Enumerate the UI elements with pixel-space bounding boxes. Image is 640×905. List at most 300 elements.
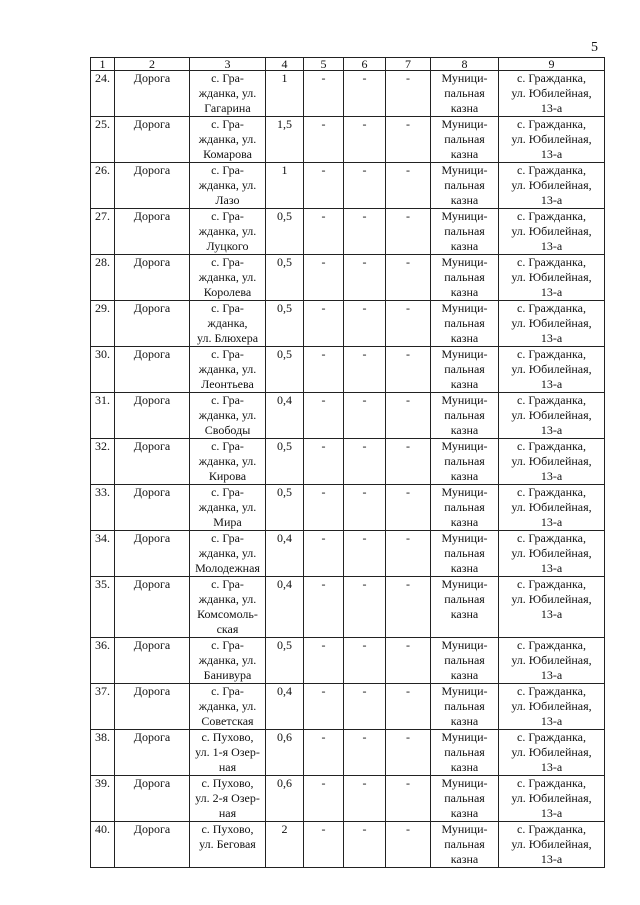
holder-location: с. Гражданка, ул. Юбилейная, 13-а: [511, 730, 592, 774]
row-number-cell: [91, 730, 115, 776]
col-7-cell: [386, 531, 431, 577]
row-number-cell: [91, 684, 115, 730]
row-number-cell: [91, 163, 115, 209]
col-5-cell: [304, 577, 344, 638]
object-type-cell: [115, 209, 190, 255]
holder-location: с. Гражданка, ул. Юбилейная, 13-а: [511, 577, 592, 621]
object-address-cell: [190, 301, 266, 347]
col-5: -: [321, 255, 326, 269]
row-number: 29.: [95, 301, 110, 315]
holder-location: с. Гражданка, ул. Юбилейная, 13-а: [511, 163, 592, 207]
object-address: с. Гра- жданка, ул. Королева: [198, 255, 257, 299]
row-number: 28.: [95, 255, 110, 269]
col-5: -: [321, 301, 326, 315]
col-7-cell: [386, 301, 431, 347]
table-row: [91, 347, 605, 393]
holder-location: с. Гражданка, ул. Юбилейная, 13-а: [511, 71, 592, 115]
holder-location: с. Гражданка, ул. Юбилейная, 13-а: [511, 822, 592, 866]
object-type-cell: [115, 577, 190, 638]
row-number-cell: [91, 255, 115, 301]
col-5-cell: [304, 822, 344, 868]
col-7: -: [406, 393, 410, 407]
object-address: с. Гра- жданка, ул. Банивура: [198, 638, 257, 682]
owner: Муници- пальная казна: [441, 301, 488, 345]
col-6: -: [362, 347, 367, 361]
row-number: 38.: [95, 730, 110, 744]
owner: Муници- пальная казна: [441, 776, 488, 820]
row-number: 34.: [95, 531, 110, 545]
table-row: [91, 638, 605, 684]
object-address-cell: [190, 255, 266, 301]
col-5-cell: [304, 71, 344, 117]
owner-cell: [431, 638, 499, 684]
road-length-cell: [266, 776, 304, 822]
object-type: Дорога: [133, 776, 171, 790]
object-address-cell: [190, 730, 266, 776]
property-registry-table: [90, 57, 605, 868]
col-5-cell: [304, 638, 344, 684]
owner-cell: [431, 776, 499, 822]
col-7-cell: [386, 117, 431, 163]
road-length-cell: [266, 163, 304, 209]
row-number: 40.: [95, 822, 110, 836]
table-row: [91, 531, 605, 577]
object-address-cell: [190, 347, 266, 393]
col-6: -: [362, 730, 367, 744]
col-6: -: [362, 822, 367, 836]
col-6: -: [362, 439, 367, 453]
owner-cell: [431, 255, 499, 301]
table-row: [91, 255, 605, 301]
holder-location: с. Гражданка, ул. Юбилейная, 13-а: [511, 209, 592, 253]
holder-location: с. Гражданка, ул. Юбилейная, 13-а: [511, 776, 592, 820]
col-5: -: [321, 439, 326, 453]
col-6: -: [362, 684, 367, 698]
header-cell: 4: [266, 58, 304, 71]
object-address: с. Гра- жданка, ул. Комарова: [198, 117, 257, 161]
holder-location-cell: [499, 71, 605, 117]
row-number: 33.: [95, 485, 110, 499]
holder-location-cell: [499, 638, 605, 684]
road-length-cell: [266, 439, 304, 485]
col-6: -: [362, 117, 367, 131]
row-number: 24.: [95, 71, 110, 85]
object-address-cell: [190, 684, 266, 730]
col-6-cell: [344, 577, 386, 638]
holder-location: с. Гражданка, ул. Юбилейная, 13-а: [511, 393, 592, 437]
object-type: Дорога: [133, 301, 171, 315]
holder-location: с. Гражданка, ул. Юбилейная, 13-а: [511, 301, 592, 345]
object-address: с. Гра- жданка, ул. Свободы: [198, 393, 257, 437]
col-7-cell: [386, 638, 431, 684]
col-5-cell: [304, 255, 344, 301]
row-number-cell: [91, 439, 115, 485]
col-7-cell: [386, 577, 431, 638]
col-7: -: [406, 485, 410, 499]
col-5: -: [321, 209, 326, 223]
road-length: 0,4: [277, 577, 292, 591]
object-type: Дорога: [133, 577, 171, 591]
row-number: 36.: [95, 638, 110, 652]
object-address: с. Пухово, ул. 1-я Озер- ная: [195, 730, 260, 774]
col-6-cell: [344, 638, 386, 684]
object-type-cell: [115, 439, 190, 485]
object-type-cell: [115, 347, 190, 393]
col-6: -: [362, 71, 367, 85]
col-5-cell: [304, 485, 344, 531]
object-type: Дорога: [133, 117, 171, 131]
col-7: -: [406, 638, 410, 652]
col-6-cell: [344, 439, 386, 485]
col-7-cell: [386, 730, 431, 776]
road-length-cell: [266, 485, 304, 531]
object-type-cell: [115, 684, 190, 730]
col-7-cell: [386, 71, 431, 117]
object-type: Дорога: [133, 163, 171, 177]
owner: Муници- пальная казна: [441, 117, 488, 161]
table-row: [91, 393, 605, 439]
road-length: 0,5: [277, 301, 292, 315]
holder-location: с. Гражданка, ул. Юбилейная, 13-а: [511, 638, 592, 682]
holder-location: с. Гражданка, ул. Юбилейная, 13-а: [511, 684, 592, 728]
col-6: -: [362, 577, 367, 591]
road-length: 0,5: [277, 255, 292, 269]
col-7: -: [406, 163, 410, 177]
holder-location-cell: [499, 117, 605, 163]
page-number: 5: [591, 40, 598, 55]
owner-cell: [431, 439, 499, 485]
owner: Муници- пальная казна: [441, 531, 488, 575]
object-address: с. Гра- жданка, ул. Советская: [198, 684, 257, 728]
object-address-cell: [190, 163, 266, 209]
col-6-cell: [344, 163, 386, 209]
road-length: 0,5: [277, 439, 292, 453]
road-length-cell: [266, 209, 304, 255]
table-row: [91, 163, 605, 209]
holder-location-cell: [499, 209, 605, 255]
holder-location-cell: [499, 301, 605, 347]
object-type: Дорога: [133, 485, 171, 499]
col-5: -: [321, 577, 326, 591]
col-6: -: [362, 485, 367, 499]
road-length: 1,5: [277, 117, 292, 131]
owner-cell: [431, 577, 499, 638]
holder-location-cell: [499, 684, 605, 730]
row-number-cell: [91, 393, 115, 439]
holder-location-cell: [499, 393, 605, 439]
col-7: -: [406, 531, 410, 545]
col-7-cell: [386, 255, 431, 301]
row-number: 27.: [95, 209, 110, 223]
col-7: -: [406, 117, 410, 131]
row-number-cell: [91, 209, 115, 255]
col-5: -: [321, 776, 326, 790]
owner-cell: [431, 485, 499, 531]
owner-cell: [431, 822, 499, 868]
object-type-cell: [115, 531, 190, 577]
object-type-cell: [115, 117, 190, 163]
table-row: [91, 439, 605, 485]
object-type: Дорога: [133, 255, 171, 269]
table-row: [91, 776, 605, 822]
col-7: -: [406, 776, 410, 790]
holder-location-cell: [499, 439, 605, 485]
road-length-cell: [266, 577, 304, 638]
holder-location-cell: [499, 730, 605, 776]
col-5-cell: [304, 684, 344, 730]
object-type-cell: [115, 730, 190, 776]
owner-cell: [431, 117, 499, 163]
col-7-cell: [386, 485, 431, 531]
col-7-cell: [386, 163, 431, 209]
owner: Муници- пальная казна: [441, 577, 488, 621]
row-number: 31.: [95, 393, 110, 407]
owner: Муници- пальная казна: [441, 209, 488, 253]
col-6: -: [362, 638, 367, 652]
owner-cell: [431, 730, 499, 776]
holder-location-cell: [499, 822, 605, 868]
header-cell: 6: [344, 58, 386, 71]
object-type-cell: [115, 776, 190, 822]
col-7-cell: [386, 439, 431, 485]
col-5: -: [321, 71, 326, 85]
col-5-cell: [304, 163, 344, 209]
col-5-cell: [304, 347, 344, 393]
col-5: -: [321, 163, 326, 177]
table-row: [91, 71, 605, 117]
object-type: Дорога: [133, 71, 171, 85]
road-length-cell: [266, 117, 304, 163]
col-7-cell: [386, 776, 431, 822]
owner: Муници- пальная казна: [441, 485, 488, 529]
col-7: -: [406, 301, 410, 315]
road-length-cell: [266, 301, 304, 347]
col-5: -: [321, 730, 326, 744]
col-7: -: [406, 684, 410, 698]
owner: Муници- пальная казна: [441, 730, 488, 774]
object-type: Дорога: [133, 638, 171, 652]
owner-cell: [431, 163, 499, 209]
row-number: 37.: [95, 684, 110, 698]
col-6: -: [362, 255, 367, 269]
road-length: 1: [281, 71, 288, 85]
table-row: [91, 301, 605, 347]
holder-location-cell: [499, 163, 605, 209]
col-6-cell: [344, 393, 386, 439]
road-length-cell: [266, 531, 304, 577]
object-address: с. Гра- жданка, ул. Блюхера: [196, 301, 259, 345]
object-type-cell: [115, 301, 190, 347]
road-length: 0,5: [277, 347, 292, 361]
object-address-cell: [190, 393, 266, 439]
col-5-cell: [304, 776, 344, 822]
road-length: 2: [281, 822, 288, 836]
table-row: [91, 485, 605, 531]
col-6-cell: [344, 209, 386, 255]
object-type: Дорога: [133, 347, 171, 361]
object-type-cell: [115, 638, 190, 684]
col-6-cell: [344, 531, 386, 577]
holder-location-cell: [499, 255, 605, 301]
col-6-cell: [344, 684, 386, 730]
holder-location: с. Гражданка, ул. Юбилейная, 13-а: [511, 255, 592, 299]
owner: Муници- пальная казна: [441, 393, 488, 437]
object-address-cell: [190, 531, 266, 577]
object-type: Дорога: [133, 684, 171, 698]
header-cell: 5: [304, 58, 344, 71]
object-type-cell: [115, 393, 190, 439]
owner-cell: [431, 531, 499, 577]
col-5: -: [321, 117, 326, 131]
row-number: 32.: [95, 439, 110, 453]
row-number-cell: [91, 347, 115, 393]
row-number-cell: [91, 531, 115, 577]
col-5: -: [321, 485, 326, 499]
col-5-cell: [304, 301, 344, 347]
col-7: -: [406, 730, 410, 744]
owner-cell: [431, 347, 499, 393]
table-row: [91, 684, 605, 730]
col-6-cell: [344, 301, 386, 347]
holder-location-cell: [499, 485, 605, 531]
object-type-cell: [115, 71, 190, 117]
holder-location: с. Гражданка, ул. Юбилейная, 13-а: [511, 117, 592, 161]
col-7-cell: [386, 209, 431, 255]
table-row: [91, 577, 605, 638]
col-6: -: [362, 301, 367, 315]
road-length-cell: [266, 822, 304, 868]
col-7: -: [406, 822, 410, 836]
col-5: -: [321, 347, 326, 361]
road-length-cell: [266, 730, 304, 776]
road-length-cell: [266, 255, 304, 301]
owner: Муници- пальная казна: [441, 638, 488, 682]
holder-location-cell: [499, 347, 605, 393]
owner: Муници- пальная казна: [441, 163, 488, 207]
object-address: с. Гра- жданка, ул. Лазо: [198, 163, 257, 207]
col-7-cell: [386, 393, 431, 439]
object-address-cell: [190, 577, 266, 638]
row-number: 39.: [95, 776, 110, 790]
object-address-cell: [190, 822, 266, 868]
row-number: 25.: [95, 117, 110, 131]
row-number-cell: [91, 776, 115, 822]
col-7: -: [406, 255, 410, 269]
col-5-cell: [304, 439, 344, 485]
road-length: 0,6: [277, 730, 292, 744]
header-cell: 2: [115, 58, 190, 71]
object-address-cell: [190, 485, 266, 531]
object-address-cell: [190, 71, 266, 117]
col-6: -: [362, 776, 367, 790]
row-number: 35.: [95, 577, 110, 591]
row-number-cell: [91, 117, 115, 163]
table-row: [91, 117, 605, 163]
object-type: Дорога: [133, 209, 171, 223]
object-type: Дорога: [133, 531, 171, 545]
header-cell: 1: [91, 58, 115, 71]
col-5: -: [321, 531, 326, 545]
header-cell: 3: [190, 58, 266, 71]
col-6-cell: [344, 776, 386, 822]
holder-location: с. Гражданка, ул. Юбилейная, 13-а: [511, 485, 592, 529]
col-6: -: [362, 209, 367, 223]
col-5-cell: [304, 117, 344, 163]
holder-location: с. Гражданка, ул. Юбилейная, 13-а: [511, 347, 592, 391]
object-type-cell: [115, 163, 190, 209]
row-number-cell: [91, 638, 115, 684]
row-number-cell: [91, 301, 115, 347]
col-6: -: [362, 531, 367, 545]
owner: Муници- пальная казна: [441, 439, 488, 483]
col-5: -: [321, 638, 326, 652]
col-5: -: [321, 684, 326, 698]
col-5-cell: [304, 393, 344, 439]
col-7: -: [406, 71, 410, 85]
object-address: с. Пухово, ул. 2-я Озер- ная: [195, 776, 260, 820]
object-type-cell: [115, 485, 190, 531]
object-address: с. Гра- жданка, ул. Мира: [198, 485, 257, 529]
col-7: -: [406, 439, 410, 453]
owner-cell: [431, 301, 499, 347]
road-length: 0,5: [277, 209, 292, 223]
col-5-cell: [304, 730, 344, 776]
row-number-cell: [91, 822, 115, 868]
row-number: 30.: [95, 347, 110, 361]
object-address: с. Гра- жданка, ул. Гагарина: [198, 71, 257, 115]
road-length: 0,5: [277, 638, 292, 652]
object-address: с. Пухово, ул. Беговая: [199, 822, 256, 851]
road-length-cell: [266, 684, 304, 730]
owner-cell: [431, 71, 499, 117]
object-address: с. Гра- жданка, ул. Кирова: [198, 439, 257, 483]
header-cell: 8: [431, 58, 499, 71]
col-6: -: [362, 163, 367, 177]
object-type-cell: [115, 255, 190, 301]
road-length: 0,5: [277, 485, 292, 499]
object-type: Дорога: [133, 822, 171, 836]
road-length: 0,4: [277, 393, 292, 407]
object-type: Дорога: [133, 730, 171, 744]
col-6-cell: [344, 730, 386, 776]
road-length-cell: [266, 347, 304, 393]
col-6-cell: [344, 485, 386, 531]
object-address-cell: [190, 117, 266, 163]
table-row: [91, 209, 605, 255]
road-length-cell: [266, 71, 304, 117]
owner: Муници- пальная казна: [441, 255, 488, 299]
col-6-cell: [344, 71, 386, 117]
road-length: 0,4: [277, 684, 292, 698]
row-number-cell: [91, 485, 115, 531]
road-length: 1: [281, 163, 288, 177]
row-number-cell: [91, 577, 115, 638]
col-7: -: [406, 347, 410, 361]
owner: Муници- пальная казна: [441, 822, 488, 866]
road-length: 0,4: [277, 531, 292, 545]
row-number: 26.: [95, 163, 110, 177]
col-5-cell: [304, 531, 344, 577]
col-7: -: [406, 577, 410, 591]
holder-location-cell: [499, 776, 605, 822]
holder-location: с. Гражданка, ул. Юбилейная, 13-а: [511, 531, 592, 575]
col-5: -: [321, 393, 326, 407]
col-7-cell: [386, 347, 431, 393]
object-type: Дорога: [133, 439, 171, 453]
col-6: -: [362, 393, 367, 407]
col-7: -: [406, 209, 410, 223]
object-type-cell: [115, 822, 190, 868]
